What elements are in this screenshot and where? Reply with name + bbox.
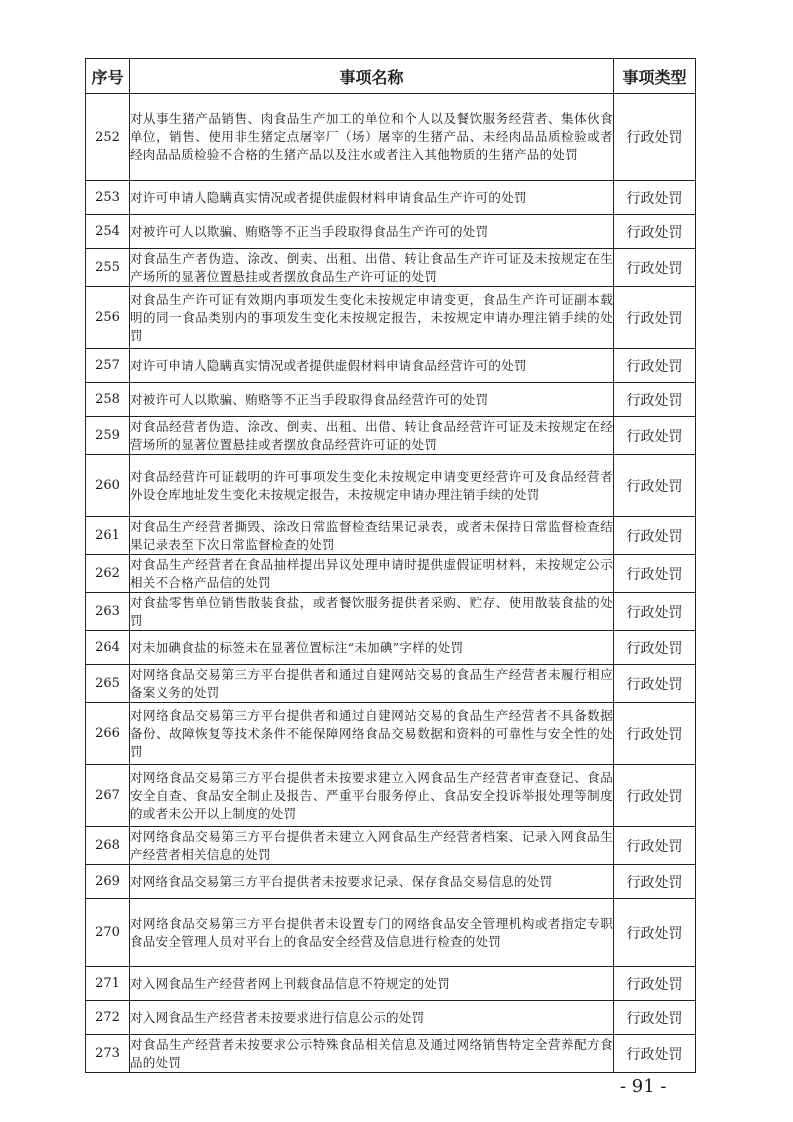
row-item-type: 行政处罚 [614, 249, 696, 287]
table-row [86, 417, 696, 455]
row-number: 265 [86, 665, 130, 703]
row-item-type: 行政处罚 [614, 967, 696, 1001]
row-number: 258 [86, 383, 130, 417]
header-seq: 序号 [86, 59, 130, 94]
table-row [86, 94, 696, 181]
header-item-type: 事项类型 [614, 59, 696, 94]
row-item-name: 对网络食品交易第三方平台提供者未建立入网食品生产经营者档案、记录入网食品生产经营者相关信息的处罚 [130, 827, 614, 865]
row-number: 268 [86, 827, 130, 865]
row-number: 259 [86, 417, 130, 455]
row-item-type: 行政处罚 [614, 383, 696, 417]
row-number: 257 [86, 349, 130, 383]
table-row [86, 665, 696, 703]
row-item-type: 行政处罚 [614, 1001, 696, 1035]
row-item-type: 行政处罚 [614, 865, 696, 899]
row-item-name: 对未加碘食盐的标签未在显著位置标注“未加碘”字样的处罚 [130, 631, 614, 665]
row-item-type: 行政处罚 [614, 517, 696, 555]
table-row [86, 287, 696, 349]
row-item-name: 对食品生产经营者撕毁、涂改日常监督检查结果记录表，或者未保持日常监督检查结果记录表至下次日常监督检查的处罚 [130, 517, 614, 555]
items-table [85, 58, 696, 1073]
table-row [86, 383, 696, 417]
row-item-name: 对食品生产者伪造、涂改、倒卖、出租、出借、转让食品生产许可证及未按规定在生产场所的显著位置悬挂或者摆放食品生产许可证的处罚 [130, 249, 614, 287]
row-item-name: 对被许可人以欺骗、贿赂等不正当手段取得食品经营许可的处罚 [130, 383, 614, 417]
row-number: 262 [86, 555, 130, 593]
table-row [86, 593, 696, 631]
row-item-type: 行政处罚 [614, 349, 696, 383]
row-number: 254 [86, 215, 130, 249]
header-item-name: 事项名称 [130, 59, 614, 94]
row-item-type: 行政处罚 [614, 765, 696, 827]
row-number: 270 [86, 899, 130, 967]
table-row [86, 703, 696, 765]
row-number: 263 [86, 593, 130, 631]
row-item-name: 对食品生产许可证有效期内事项发生变化未按规定申请变更，食品生产许可证副本载明的同一食品类别内的事项发生变化未按规定报告，未按规定申请办理注销手续的处罚 [130, 287, 614, 349]
row-item-name: 对食品生产经营者在食品抽样提出异议处理申请时提供虚假证明材料，未按规定公示相关不合格产品信的处罚 [130, 555, 614, 593]
row-number: 264 [86, 631, 130, 665]
table-row [86, 967, 696, 1001]
row-item-name: 对从事生猪产品销售、肉食品生产加工的单位和个人以及餐饮服务经营者、集体伙食单位，销售、使用非生猪定点屠宰厂（场）屠宰的生猪产品、未经肉品品质检验或者经肉品品质检验不合格的生猪产品以及注水或者注入其他物质的生猪产品的处罚 [130, 94, 614, 181]
table-header-row [86, 59, 696, 94]
table-row [86, 555, 696, 593]
table-row [86, 249, 696, 287]
row-item-name: 对入网食品生产经营者网上刊载食品信息不符规定的处罚 [130, 967, 614, 1001]
row-item-name: 对许可申请人隐瞒真实情况或者提供虚假材料申请食品生产许可的处罚 [130, 181, 614, 215]
row-item-type: 行政处罚 [614, 631, 696, 665]
row-item-name: 对网络食品交易第三方平台提供者和通过自建网站交易的食品生产经营者不具备数据备份、故障恢复等技术条件不能保障网络食品交易数据和资料的可靠性与安全性的处罚 [130, 703, 614, 765]
table-row [86, 455, 696, 517]
table-row [86, 517, 696, 555]
row-item-name: 对食品经营许可证载明的许可事项发生变化未按规定申请变更经营许可及食品经营者外设仓库地址发生变化未按规定报告，未按规定申请办理注销手续的处罚 [130, 455, 614, 517]
row-number: 261 [86, 517, 130, 555]
row-number: 272 [86, 1001, 130, 1035]
row-item-name: 对许可申请人隐瞒真实情况或者提供虚假材料申请食品经营许可的处罚 [130, 349, 614, 383]
row-item-name: 对食品生产经营者未按要求公示特殊食品相关信息及通过网络销售特定全营养配方食品的处罚 [130, 1035, 614, 1073]
row-item-type: 行政处罚 [614, 455, 696, 517]
row-item-name: 对网络食品交易第三方平台提供者未设置专门的网络食品安全管理机构或者指定专职食品安全管理人员对平台上的食品安全经营及信息进行检查的处罚 [130, 899, 614, 967]
row-item-type: 行政处罚 [614, 827, 696, 865]
table-row [86, 349, 696, 383]
row-item-type: 行政处罚 [614, 703, 696, 765]
row-item-type: 行政处罚 [614, 555, 696, 593]
row-number: 271 [86, 967, 130, 1001]
table-row [86, 1035, 696, 1073]
row-number: 252 [86, 94, 130, 181]
page-number: - 91 - [620, 1076, 667, 1097]
row-number: 266 [86, 703, 130, 765]
table-body [86, 94, 696, 1073]
row-item-name: 对网络食品交易第三方平台提供者未按要求记录、保存食品交易信息的处罚 [130, 865, 614, 899]
row-item-type: 行政处罚 [614, 1035, 696, 1073]
row-number: 253 [86, 181, 130, 215]
table-row [86, 865, 696, 899]
row-number: 269 [86, 865, 130, 899]
row-number: 260 [86, 455, 130, 517]
row-number: 273 [86, 1035, 130, 1073]
row-number: 255 [86, 249, 130, 287]
row-item-type: 行政处罚 [614, 899, 696, 967]
row-item-type: 行政处罚 [614, 665, 696, 703]
row-item-name: 对食盐零售单位销售散装食盐，或者餐饮服务提供者采购、贮存、使用散装食盐的处罚 [130, 593, 614, 631]
row-item-name: 对被许可人以欺骗、贿赂等不正当手段取得食品生产许可的处罚 [130, 215, 614, 249]
row-number: 256 [86, 287, 130, 349]
table-row [86, 765, 696, 827]
row-number: 267 [86, 765, 130, 827]
row-item-name: 对网络食品交易第三方平台提供者和通过自建网站交易的食品生产经营者未履行相应备案义务的处罚 [130, 665, 614, 703]
row-item-name: 对食品经营者伪造、涂改、倒卖、出租、出借、转让食品经营许可证及未按规定在经营场所的显著位置悬挂或者摆放食品经营许可证的处罚 [130, 417, 614, 455]
table-row [86, 631, 696, 665]
row-item-name: 对入网食品生产经营者未按要求进行信息公示的处罚 [130, 1001, 614, 1035]
row-item-name: 对网络食品交易第三方平台提供者未按要求建立入网食品生产经营者审查登记、食品安全自查、食品安全制止及报告、严重平台服务停止、食品安全投诉举报处理等制度的或者未公开以上制度的处罚 [130, 765, 614, 827]
table-row [86, 181, 696, 215]
table-row [86, 1001, 696, 1035]
row-item-type: 行政处罚 [614, 593, 696, 631]
row-item-type: 行政处罚 [614, 215, 696, 249]
table-row [86, 215, 696, 249]
row-item-type: 行政处罚 [614, 181, 696, 215]
table-row [86, 899, 696, 967]
row-item-type: 行政处罚 [614, 287, 696, 349]
table-row [86, 827, 696, 865]
row-item-type: 行政处罚 [614, 417, 696, 455]
row-item-type: 行政处罚 [614, 94, 696, 181]
